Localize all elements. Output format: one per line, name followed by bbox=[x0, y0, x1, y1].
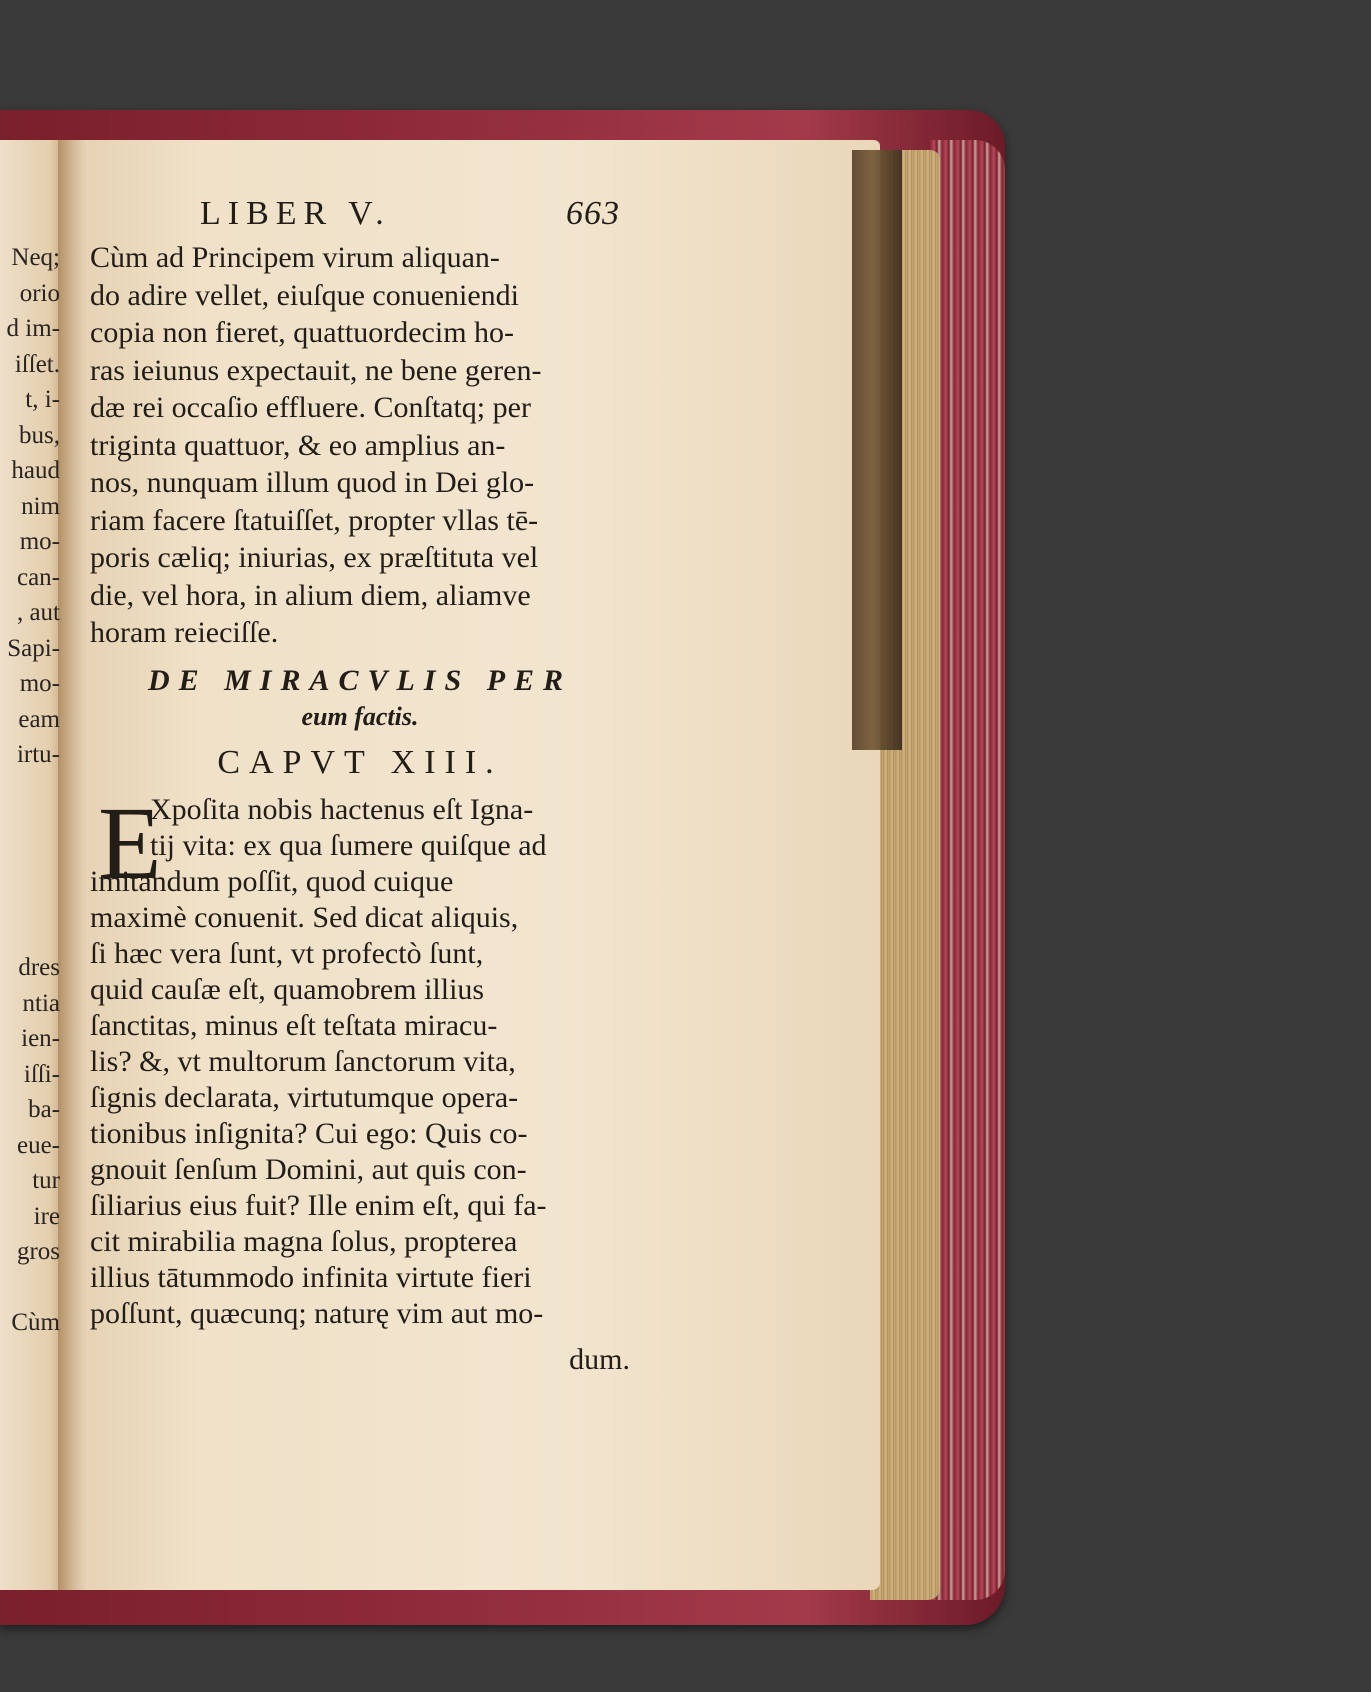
left-fragment-line bbox=[0, 844, 60, 880]
left-fragment-line: Cùm bbox=[11, 1309, 60, 1336]
section-heading: DE MIRACVLIS PER bbox=[147, 663, 573, 697]
text-line: illius tātummodo infinita virtute fieri bbox=[90, 1260, 532, 1294]
text-line: tij vita: ex qua ſumere quiſque ad bbox=[150, 828, 547, 862]
left-fragment-line bbox=[0, 808, 60, 844]
left-fragment-line: ba- bbox=[28, 1096, 60, 1123]
text-line: poſſunt, quæcunq; naturę vim aut mo- bbox=[90, 1296, 544, 1330]
text-line: copia non fieret, quattuordecim ho- bbox=[90, 316, 515, 349]
left-fragment-line: ien- bbox=[21, 1025, 60, 1052]
left-fragment-line: nim bbox=[21, 492, 60, 520]
left-fragment-line: Sapi- bbox=[7, 634, 60, 662]
left-fragment-line: eam bbox=[18, 705, 60, 733]
left-fragment-line: haud bbox=[11, 457, 60, 484]
text-line: tionibus inſignita? Cui ego: Quis co- bbox=[90, 1116, 528, 1150]
page-edge-shadow bbox=[852, 150, 902, 750]
text-line: die, vel hora, in alium diem, aliamve bbox=[90, 578, 531, 612]
right-page-text bbox=[90, 195, 630, 1378]
paragraph-2 bbox=[90, 785, 630, 1332]
cover-spine-edge bbox=[930, 140, 1005, 1600]
left-fragment-line: dres bbox=[18, 954, 60, 981]
text-line: ras ieiunus expectauit, ne bene geren- bbox=[90, 353, 542, 387]
left-fragment-line: eue- bbox=[16, 1131, 60, 1159]
left-fragment-line: , aut bbox=[16, 599, 60, 626]
page-number: 663 bbox=[566, 195, 620, 232]
running-head bbox=[200, 195, 620, 233]
text-line: maximè conuenit. Sed dicat aliquis, bbox=[90, 900, 519, 934]
text-line: triginta quattuor, & eo amplius an- bbox=[90, 428, 506, 462]
left-fragment-line: ntia bbox=[22, 989, 60, 1017]
left-fragment-line bbox=[0, 879, 60, 915]
text-line: gnouit ſenſum Domini, aut quis con- bbox=[90, 1152, 527, 1186]
left-fragment-line: gros bbox=[16, 1238, 60, 1265]
section-heading-sub: eum factis. bbox=[301, 701, 419, 731]
left-fragment-line: ire bbox=[33, 1202, 60, 1230]
left-fragment-line: mo- bbox=[19, 528, 60, 555]
text-line: Xpoſita nobis hactenus eſt Igna- bbox=[150, 792, 534, 826]
paragraph-1 bbox=[90, 239, 630, 652]
text-line: do adire vellet, eiuſque conueniendi bbox=[90, 278, 520, 312]
text-line: cit mirabilia magna ſolus, propterea bbox=[90, 1224, 518, 1258]
text-line: imitandum poſſit, quod cuique bbox=[90, 864, 454, 898]
left-fragment-line: iſſi- bbox=[23, 1060, 60, 1088]
left-fragment-line: d im- bbox=[6, 315, 60, 342]
left-fragment-line bbox=[0, 773, 60, 809]
left-fragment-line: orio bbox=[19, 279, 60, 307]
left-page-fragments bbox=[0, 240, 60, 1341]
text-line: horam reieciſſe. bbox=[90, 616, 279, 649]
text-line: ſiliarius eius fuit? Ille enim eſt, qui fa- bbox=[90, 1188, 547, 1222]
left-fragment-line: irtu- bbox=[16, 741, 60, 768]
left-fragment-line: tur bbox=[32, 1167, 60, 1194]
left-fragment-line bbox=[0, 1270, 60, 1306]
text-line: ſignis declarata, virtutumque opera- bbox=[90, 1080, 519, 1114]
catchword: dum. bbox=[569, 1342, 630, 1376]
text-line: lis? &, vt multorum ſanctorum vita, bbox=[90, 1044, 516, 1078]
text-line: ſanctitas, minus eſt teſtata miracu- bbox=[90, 1008, 498, 1042]
left-fragment-line: can- bbox=[16, 563, 60, 591]
left-fragment-line: t, i- bbox=[25, 386, 60, 413]
left-fragment-line: mo- bbox=[19, 670, 60, 697]
left-fragment-line bbox=[0, 915, 60, 951]
text-line: Cùm ad Principem virum aliquan- bbox=[90, 241, 500, 274]
text-line: dæ rei occaſio effluere. Conſtatq; per bbox=[90, 391, 531, 424]
text-line: ſi hæc vera ſunt, vt profectò ſunt, bbox=[90, 936, 484, 970]
left-fragment-line: Neq; bbox=[11, 244, 60, 271]
text-line: quid cauſæ eſt, quamobrem illius bbox=[90, 972, 485, 1006]
drop-cap: E bbox=[98, 785, 162, 901]
chapter-heading: CAPVT XIII. bbox=[217, 743, 503, 781]
running-head-title: LIBER V. bbox=[200, 195, 391, 232]
text-line: nos, nunquam illum quod in Dei glo- bbox=[90, 466, 535, 499]
book-gutter bbox=[58, 140, 88, 1590]
left-fragment-line: bus, bbox=[19, 421, 60, 449]
left-fragment-line: iſſet. bbox=[14, 350, 60, 378]
text-line: riam facere ſtatuiſſet, propter vllas tē- bbox=[90, 503, 539, 537]
text-line: poris cæliq; iniurias, ex præſtituta vel bbox=[90, 541, 539, 574]
